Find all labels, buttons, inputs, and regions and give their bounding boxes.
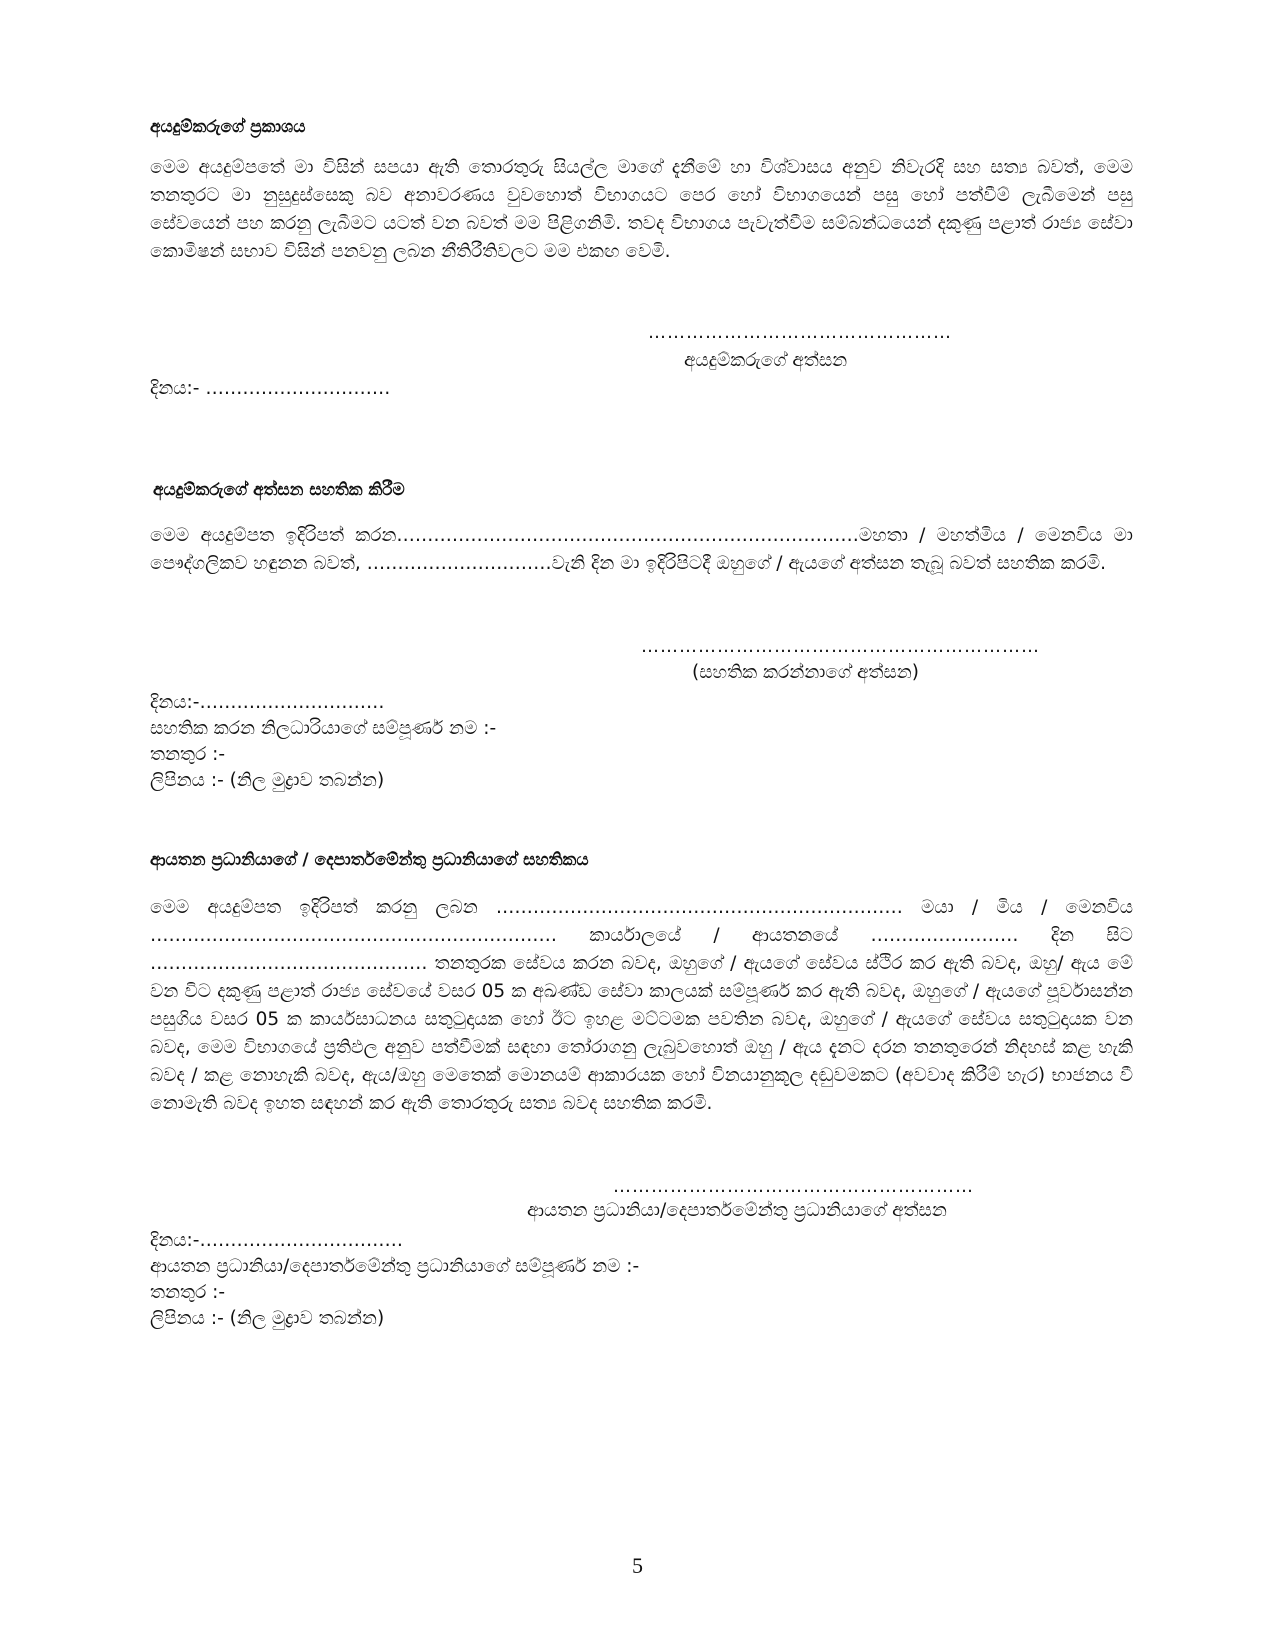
head-signature-label: ආයතන ප්‍රධානියා/දෙපාර්තමේන්තු ප්‍රධානියාගේ අත්සන bbox=[527, 1200, 947, 1221]
head-certificate-body: මෙම අයදුම්පත ඉදිරිපත් කරනු ලබන ………………………………………………………… මයා / මිය / මෙනවිය ………………………………………………………… කාර්යාලයේ / ආයතනයේ …………………… දින සිට ……………………………………… තනතුරක සේවය කරන බවද, ඔහුගේ / ඇයගේ සේවය ස්ථිර කර ඇති බවද, ඔහු/ ඇය මේ වන විට දකුණු පළාත් රාජ්‍ය සේවයේ වසර 05 ක අඛණ්ඩ සේවා කාලයක් සම්පූර්ණ කර ඇති බවද, ඔහුගේ / ඇයගේ පූර්වාසන්න පසුගිය වසර 05 ක කාර්යසාධනය සතුටුදායක හෝ ඊට ඉහළ මට්ටමක පවතින බවද, ඔහුගේ / ඇයගේ සේවය සතුටුදායක වන බවද, මෙම විභාගයේ ප්‍රතිඵල අනුව පත්වීමක් සඳහා තෝරාගනු ලැබුවහොත් ඔහු / ඇය දැනට දරන තනතුරෙන් නිදහස් කළ හැකි බවද / කළ නොහැකි බවද, ඇය/ඔහු මෙතෙක් මොනයම් ආකාරයක හෝ විනයානුකූල දඬුවමකට (අවවාද කිරීම් හැර) භාජනය වී නොමැති බවද ඉහත සඳහන් කර ඇති තොරතුරු සත්‍ය බවද සහතික කරමි. bbox=[150, 897, 1133, 1114]
declaration-body: මෙම අයදුම්පතේ මා විසින් සපයා ඇති තොරතුරු සියල්ල මාගේ දැනීමේ හා විශ්වාසය අනුව නිවැරදි සහ සත්‍ය බවත්, මෙම තනතුරට මා නුසුදුස්සෙකු බව අනාවරණය වුවහොත් විභාගයට පෙර හෝ විභාගයෙන් පසු හෝ පත්වීම් ලැබීමෙන් පසු සේවයෙන් පහ කරනු ලැබීමට යටත් වන බවත් මම පිළිගනිමි. තවද විභාගය පැවැත්වීම සම්බන්ධයෙන් දකුණු පළාත් රාජ්‍ය සේවා කොමිෂන් සභාව විසින් පනවනු ලබන නීතිරීතිවලට මම එකඟ වෙමි. bbox=[150, 157, 1133, 262]
certifier-signature-label: (සහතික කරන්නාගේ අත්සන) bbox=[692, 662, 919, 683]
certifier-position-line: තනතුර :- bbox=[150, 744, 226, 765]
declaration-date-line: දිනය:- ………………………… bbox=[150, 378, 391, 399]
head-signature-line: ………………………………………………… bbox=[613, 1176, 974, 1197]
certifier-signature-line: ……………………………………………………… bbox=[641, 636, 1040, 657]
page-number: 5 bbox=[632, 1553, 643, 1578]
head-address-line: ලිපිනය :- (නිල මුද්‍රාව තබන්න) bbox=[150, 1308, 385, 1329]
certification-date-line: දිනය:-………………………… bbox=[150, 692, 385, 713]
head-certificate-heading: ආයතන ප්‍රධානියාගේ / දෙපාර්තමේන්තු ප්‍රධානියාගේ සහතිකය bbox=[150, 850, 589, 870]
certifier-address-line: ලිපිනය :- (නිල මුද්‍රාව තබන්න) bbox=[150, 770, 385, 791]
head-position-line: තනතුර :- bbox=[150, 1282, 226, 1303]
applicant-signature-label: අයදුම්කරුගේ අත්සන bbox=[684, 350, 848, 371]
certification-heading: අයදුම්කරුගේ අත්සන සහතික කිරීම bbox=[153, 480, 405, 500]
applicant-signature-line: ………………………………………… bbox=[648, 322, 952, 343]
head-full-name-line: ආයතන ප්‍රධානියා/දෙපාර්තමේන්තු ප්‍රධානියාගේ සම්පූර්ණ නම :- bbox=[150, 1256, 640, 1277]
head-date-line: දිනය:-…………………………… bbox=[150, 1230, 403, 1251]
declaration-heading: අයදුම්කරුගේ ප්‍රකාශය bbox=[150, 117, 306, 137]
certifier-full-name-line: සහතික කරන නිලධාරියාගේ සම්පූර්ණ නම :- bbox=[150, 718, 497, 739]
certification-body: මෙම අයදුම්පත ඉදිරිපත් කරන…………………………………………………………………මහතා / මහත්මිය / මෙනවිය මා පෞද්ගලිකව හඳුනන බවත්, …………………………වැනි දින මා ඉදිරිපිටදී ඔහුගේ / ඇයගේ අත්සන තැබූ බවත් සහතික කරමි. bbox=[150, 525, 1133, 574]
